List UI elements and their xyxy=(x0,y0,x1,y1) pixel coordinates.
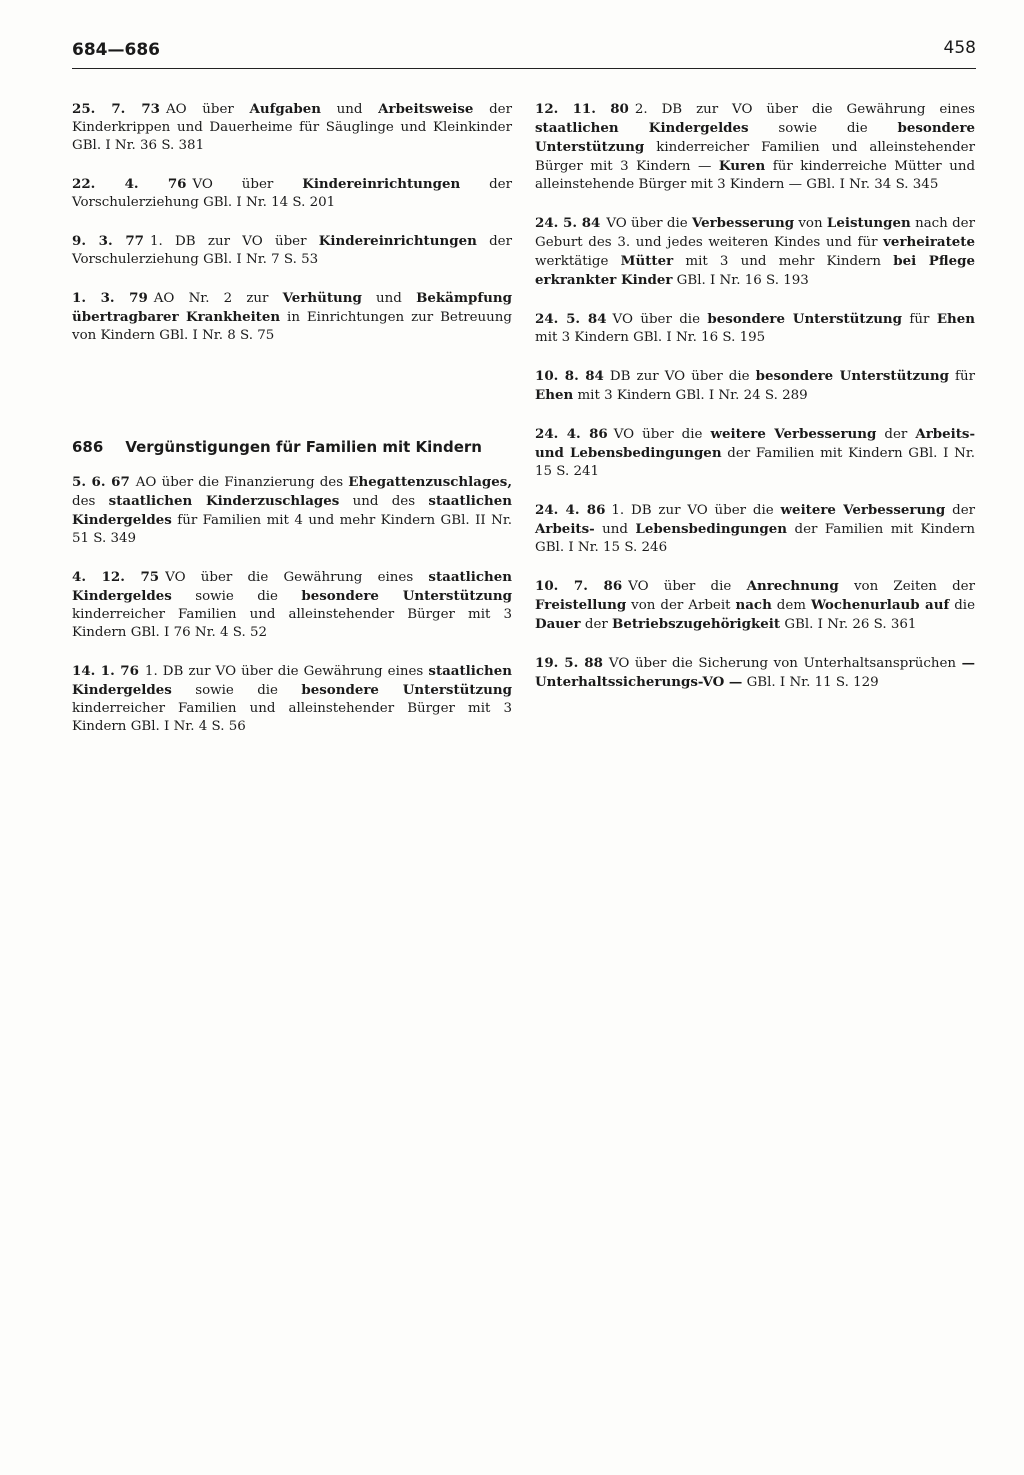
entry-text: der Vorschulerziehung GBl. I Nr. 7 S. 53 xyxy=(72,234,513,267)
entry-text: für xyxy=(948,369,976,384)
law-entry xyxy=(535,310,975,347)
entry-date: 10. 7. 86 xyxy=(535,578,623,594)
entry-text: VO über die xyxy=(628,579,747,594)
entry-text: mit 3 Kindern GBl. I Nr. 24 S. 289 xyxy=(573,388,808,403)
entry-keyword: Arbeits- xyxy=(535,521,595,537)
entry-text: GBl. I Nr. 11 S. 129 xyxy=(742,675,879,690)
entry-keyword: Betriebszugehörigkeit xyxy=(612,616,781,632)
entry-date: 19. 5. 88 xyxy=(535,655,603,671)
entry-keyword: Dauer xyxy=(535,616,581,632)
entry-text: VO über xyxy=(192,177,303,192)
left-column xyxy=(72,100,512,756)
page-number: 458 xyxy=(943,38,976,58)
entry-date: 24. 5. 84 xyxy=(535,311,607,327)
entry-text: und xyxy=(594,522,636,537)
entry-keyword: weitere Verbesserung xyxy=(710,426,877,442)
entry-keyword: Leistungen xyxy=(826,215,911,231)
entry-text: werktätige xyxy=(535,254,621,269)
entry-date: 24. 5. 84 xyxy=(535,215,601,231)
entry-keyword: Verhütung xyxy=(282,290,362,306)
entry-keyword: Ehen xyxy=(535,387,574,403)
entry-date: 4. 12. 75 xyxy=(72,569,160,585)
entry-text: des xyxy=(72,494,109,509)
entry-keyword: besondere Unterstützung xyxy=(535,120,976,155)
entry-text: von Zeiten der xyxy=(838,579,975,594)
entry-date: 24. 4. 86 xyxy=(535,502,606,518)
entry-text: AO über xyxy=(166,102,250,117)
entry-keyword: verheiratete xyxy=(883,234,975,250)
entry-text: 1. DB zur VO über die Gewährung eines xyxy=(144,664,429,679)
entry-keyword: Wochenurlaub auf xyxy=(810,597,950,613)
entry-text: der Kinderkrippen und Dauerheime für Säuglinge und Kleinkinder GBl. I Nr. 36 S. 381 xyxy=(72,102,513,153)
entry-keyword: Kuren xyxy=(718,158,766,174)
entry-keyword: Mütter xyxy=(620,253,674,269)
law-entry xyxy=(72,232,512,269)
entry-keyword: Lebensbedingungen xyxy=(635,521,788,537)
section-range: 684—686 xyxy=(72,40,160,60)
entry-text: sowie die xyxy=(748,121,898,136)
entry-text: von xyxy=(794,216,827,231)
entry-keyword: weitere Verbesserung xyxy=(780,502,946,518)
entry-keyword: bei Pflege erkrankter Kinder xyxy=(535,253,975,288)
law-entry xyxy=(72,662,512,736)
entry-text: der xyxy=(945,503,976,518)
entry-keyword: Verbesserung xyxy=(691,215,795,231)
law-entry xyxy=(72,100,512,155)
entry-keyword: staatlichen Kindergeldes xyxy=(72,493,512,528)
entry-text: sowie die xyxy=(171,683,302,698)
law-entry xyxy=(535,214,975,290)
entry-keyword: staatlichen Kindergeldes xyxy=(72,569,513,604)
entry-text: 2. DB zur VO über die Gewährung eines xyxy=(634,102,975,117)
entry-date: 10. 8. 84 xyxy=(535,368,604,384)
entry-text: 1. DB zur VO über die xyxy=(611,503,781,518)
right-entries-list xyxy=(535,100,975,692)
law-entry xyxy=(72,175,512,212)
entry-keyword: staatlichen Kindergeldes xyxy=(535,120,749,136)
entry-keyword: Anrechnung xyxy=(746,578,839,594)
entry-text: für Familien mit 4 und mehr Kindern GBl. II Nr. 51 S. 349 xyxy=(72,513,512,546)
entry-text: mit 3 und mehr Kindern xyxy=(673,254,894,269)
section-number: 686 xyxy=(72,438,104,456)
entry-text: 1. DB zur VO über xyxy=(149,234,319,249)
entry-text: von der Arbeit xyxy=(626,598,736,613)
law-entry xyxy=(72,289,512,345)
entry-keyword: Arbeits- und Lebensbedingungen xyxy=(535,426,976,461)
entry-date: 5. 6. 67 xyxy=(72,474,130,490)
entry-date: 14. 1. 76 xyxy=(72,663,139,679)
entry-text: der Familien mit Kindern GBl. I Nr. 15 S. 246 xyxy=(535,522,975,555)
entry-text: GBl. I Nr. 16 S. 193 xyxy=(672,273,809,288)
entry-text: der xyxy=(876,427,916,442)
section-heading xyxy=(72,437,512,457)
entry-text: VO über die Gewährung eines xyxy=(165,570,429,585)
entry-keyword: besondere Unterstützung xyxy=(755,368,949,384)
entry-date: 1. 3. 79 xyxy=(72,290,148,306)
entry-text: und xyxy=(321,102,379,117)
entry-text: in Einrichtungen zur Betreuung von Kindern GBl. I Nr. 8 S. 75 xyxy=(72,310,512,343)
entry-keyword: besondere Unterstützung xyxy=(707,311,903,327)
entry-text: AO Nr. 2 zur xyxy=(153,291,283,306)
entry-text: sowie die xyxy=(171,589,302,604)
page-header xyxy=(72,38,976,69)
law-entry xyxy=(535,654,975,692)
entry-text: dem xyxy=(771,598,811,613)
entry-text: für xyxy=(902,312,937,327)
entry-keyword: Ehen xyxy=(936,311,976,327)
entry-text: kinderreicher Familien und alleinstehender Bürger mit 3 Kindern GBl. I Nr. 4 S. 56 xyxy=(72,701,512,734)
entry-text: VO über die Sicherung von Unterhaltsansprüchen xyxy=(608,656,962,671)
law-entry xyxy=(72,568,512,642)
entry-date: 12. 11. 80 xyxy=(535,101,629,117)
entry-text: die xyxy=(949,598,975,613)
entry-text: der Familien mit Kindern GBl. I Nr. 15 S. 241 xyxy=(535,446,976,479)
law-entry xyxy=(535,577,975,634)
entry-text: und des xyxy=(339,494,429,509)
entry-keyword: — Unterhaltssicherungs-VO — xyxy=(535,655,975,690)
entry-text: DB zur VO über die xyxy=(609,369,756,384)
left-entries-list xyxy=(72,100,512,345)
entry-text: VO über die xyxy=(606,216,692,231)
entry-keyword: Kindereinrichtungen xyxy=(318,233,477,249)
right-column xyxy=(535,100,975,712)
entry-text: VO über die xyxy=(613,427,711,442)
entry-text: kinderreicher Familien und alleinstehender Bürger mit 3 Kindern — xyxy=(535,140,975,174)
law-entry xyxy=(72,473,512,548)
entry-text: und xyxy=(361,291,417,306)
entry-keyword: Kindereinrichtungen xyxy=(302,176,461,192)
entry-date: 9. 3. 77 xyxy=(72,233,144,249)
entry-text: GBl. I Nr. 26 S. 361 xyxy=(780,617,917,632)
column-spacer xyxy=(72,365,512,437)
law-entry xyxy=(535,367,975,405)
law-entry xyxy=(535,501,975,557)
law-entry xyxy=(535,100,975,194)
entry-keyword: Freistellung xyxy=(535,597,627,613)
entry-keyword: Bekämpfung übertragbarer Krankheiten xyxy=(72,290,512,325)
entry-date: 25. 7. 73 xyxy=(72,101,161,117)
entry-keyword: besondere Unterstützung xyxy=(301,588,512,604)
entry-text: mit 3 Kindern GBl. I Nr. 16 S. 195 xyxy=(535,330,766,345)
entry-text: kinderreicher Familien und alleinstehender Bürger mit 3 Kindern GBl. I 76 Nr. 4 S. 52 xyxy=(72,607,512,640)
entry-text: AO über die Finanzierung des xyxy=(135,475,349,490)
section-entries-list xyxy=(72,473,512,736)
entry-text: für kinderreiche Mütter und alleinstehende Bürger mit 3 Kindern — GBl. I Nr. 34 S. 345 xyxy=(535,159,976,192)
entry-keyword: Ehegattenzuschlages, xyxy=(348,474,513,490)
entry-text: der xyxy=(580,617,613,632)
law-entry xyxy=(535,425,975,481)
entry-date: 24. 4. 86 xyxy=(535,426,608,442)
entry-text: nach der Geburt des 3. und jedes weiteren Kindes und für xyxy=(535,216,975,250)
entry-keyword: Aufgaben xyxy=(249,101,322,117)
section-title: Vergünstigungen für Familien mit Kindern xyxy=(125,438,482,456)
entry-keyword: nach xyxy=(735,597,772,613)
entry-date: 22. 4. 76 xyxy=(72,176,187,192)
entry-keyword: staatlichen Kinderzuschlages xyxy=(108,493,340,509)
entry-keyword: staatlichen Kindergeldes xyxy=(72,663,512,698)
entry-text: VO über die xyxy=(612,312,708,327)
entry-keyword: besondere Unterstützung xyxy=(301,682,512,698)
entry-text: der Vorschulerziehung GBl. I Nr. 14 S. 201 xyxy=(72,177,513,210)
entry-keyword: Arbeitsweise xyxy=(378,101,474,117)
